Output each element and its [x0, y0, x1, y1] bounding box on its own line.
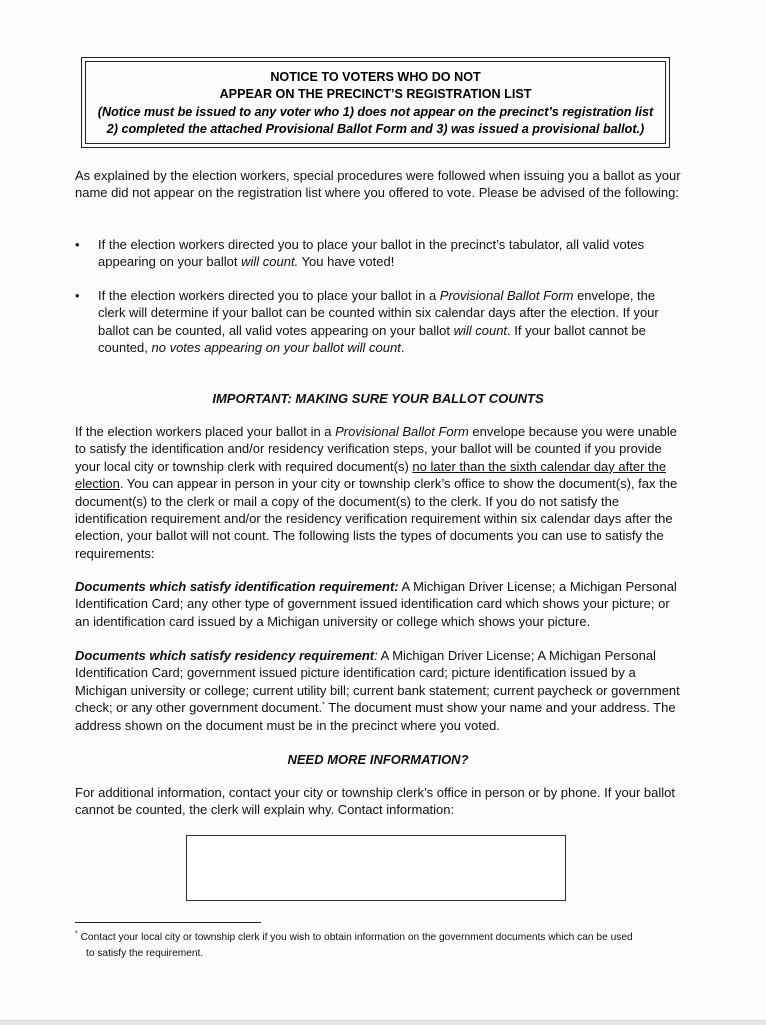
- bullet2-emphasis-form: Provisional Ballot Form: [439, 288, 574, 303]
- important-text-pre: If the election workers placed your ballot in a: [75, 424, 336, 439]
- contact-information-field[interactable]: [186, 835, 566, 901]
- footnote-marker: *: [322, 701, 325, 709]
- bullet-text: [98, 287, 681, 357]
- important-text-post: . You can appear in person in your city or township clerk’s office to show the document(s), fax the document(s) to the clerk or mail a copy of the document(s) to the clerk. If you do not satisfy the identification requirement and/or the residency verification requirement within six calendar days after the election, your ballot will not count. The following lists the types of documents you can use to satisfy the requirements:: [75, 476, 678, 561]
- identification-label: Documents which satisfy identification requirement:: [75, 579, 399, 594]
- important-paragraph: [75, 423, 681, 562]
- bullet1-text-pre: If the election workers directed you to place your ballot in the precinct’s tabulator, all valid votes appearing on your ballot: [98, 237, 645, 270]
- bullet2-text-mid1: envelope, the clerk will determine if your ballot can be counted within six calendar days after the election. If your ballot can be counted, all valid votes appearing on your ballot: [98, 288, 659, 338]
- notice-box-inner: [85, 61, 666, 144]
- footnote-line2: to satisfy the requirement.: [86, 948, 204, 959]
- bullet-text: [98, 236, 681, 271]
- notice-box: [81, 57, 670, 148]
- more-info-paragraph: For additional information, contact your city or township clerk’s office in person or by phone. If your ballot cannot be counted, the clerk will explain why. Contact information:: [75, 785, 675, 818]
- bullet2-emphasis-no-votes: no votes appearing on your ballot will count: [151, 340, 401, 356]
- more-info-heading: NEED MORE INFORMATION?: [287, 752, 469, 767]
- residency-text-post: The document must show your name and your address. The address shown on the document must be in the precinct where you voted.: [75, 700, 676, 733]
- identification-paragraph: [75, 578, 681, 630]
- footnote-line1: Contact your local city or township clerk if you wish to obtain information on the government documents which can be used: [77, 932, 633, 943]
- bullet2-text-post: .: [400, 340, 405, 356]
- bullet1-emphasis: will count.: [241, 254, 299, 270]
- residency-paragraph: [75, 647, 681, 734]
- residency-label: Documents which satisfy residency requirement: [75, 648, 375, 663]
- bullet-dot-icon: •: [75, 237, 80, 252]
- bullet-dot-icon: •: [75, 288, 80, 303]
- bullet2-text-pre: If the election workers directed you to place your ballot in a: [98, 288, 440, 303]
- important-emphasis-form: Provisional Ballot Form: [335, 424, 469, 439]
- important-text-mid: envelope because you were unable to satisfy the identification and/or residency verification steps, your ballot will be counted if you provide your local city or township clerk with required document(s): [75, 424, 677, 474]
- page-bottom-edge: [0, 1020, 766, 1025]
- footnote-divider: [75, 922, 261, 923]
- identification-text: A Michigan Driver License; a Michigan Personal Identification Card; any other type of government issued identification card which shows your picture; or an identification card issued by a Michigan university or college which shows your picture.: [75, 579, 677, 629]
- footnote: [75, 930, 681, 962]
- intro-paragraph: As explained by the election workers, special procedures were followed when issuing you a ballot as your name did not appear on the registration list where you offered to vote. Please be advised of the following:: [75, 168, 681, 201]
- notice-title-line2: APPEAR ON THE PRECINCT’S REGISTRATION LIST: [219, 87, 532, 102]
- notice-title-line1: NOTICE TO VOTERS WHO DO NOT: [270, 70, 481, 84]
- bullet1-text-post: You have voted!: [298, 254, 395, 270]
- bullet2-text-mid2: . If your ballot cannot be counted,: [98, 322, 646, 356]
- notice-subtitle-line2: 2) completed the attached Provisional Ballot Form and 3) was issued a provisional ballot.): [106, 122, 645, 137]
- important-deadline-underlined: no later than the sixth calendar day after the election: [75, 458, 667, 492]
- residency-colon: :: [374, 648, 378, 663]
- residency-text: A Michigan Driver License; A Michigan Personal Identification Card; government issued picture identification card; picture identification issued by a Michigan university or college; current utility bill; current bank statement; current paycheck or government check; or any other government document.: [75, 648, 680, 716]
- bullet2-emphasis-count: will count: [453, 322, 508, 338]
- footnote-mark: *: [75, 930, 78, 938]
- notice-subtitle-line1: (Notice must be issued to any voter who 1) does not appear on the precinct’s registration list: [97, 104, 654, 119]
- important-heading: IMPORTANT: MAKING SURE YOUR BALLOT COUNTS: [212, 391, 544, 406]
